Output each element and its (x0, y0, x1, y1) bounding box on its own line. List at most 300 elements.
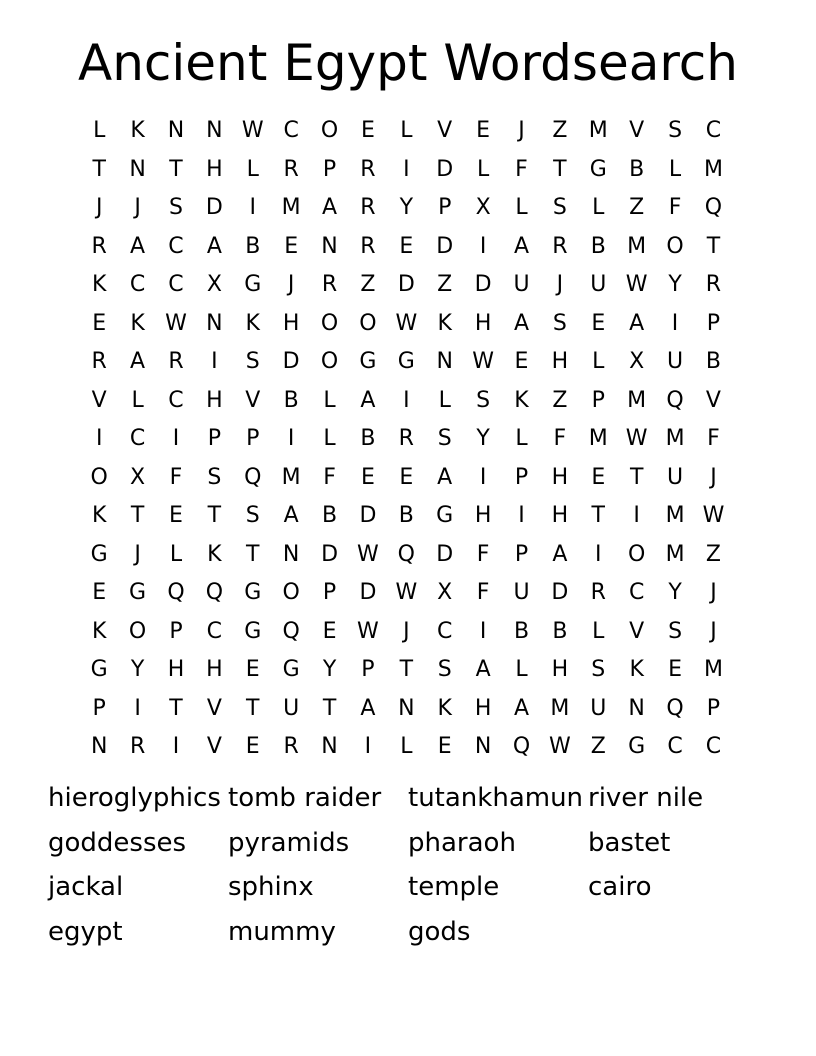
grid-cell: A (322, 195, 338, 221)
grid-cell: P (514, 541, 529, 567)
grid-cell: Q (666, 387, 684, 413)
grid-cell: W (395, 310, 418, 336)
grid-cell: A (360, 695, 376, 721)
grid-cell: X (629, 349, 645, 375)
grid-cell: L (131, 387, 144, 413)
grid-cell: C (129, 426, 146, 452)
grid-cell: E (92, 310, 107, 336)
grid-cell: U (590, 272, 607, 298)
grid-cell: P (169, 618, 183, 644)
grid-cell: B (629, 156, 645, 182)
grid-cell: D (474, 272, 492, 298)
grid-cell: K (207, 541, 222, 567)
grid-cell: I (633, 503, 640, 529)
grid-cell: T (629, 464, 644, 490)
grid-cell: S (437, 657, 452, 683)
grid-cell: N (282, 541, 300, 567)
grid-cell: L (476, 156, 490, 182)
grid-cell: C (705, 734, 722, 760)
grid-cell: B (398, 503, 414, 529)
grid-cell: K (437, 310, 452, 336)
grid-cell: S (168, 195, 183, 221)
grid-cell: I (479, 233, 487, 259)
grid-cell: G (90, 541, 108, 567)
grid-row (80, 343, 734, 382)
grid-cell: S (437, 426, 452, 452)
grid-cell: O (359, 310, 377, 336)
grid-cell: R (360, 195, 376, 221)
grid-cell: V (206, 734, 222, 760)
grid-cell: T (553, 156, 567, 182)
grid-cell: O (320, 118, 339, 144)
grid-cell: M (281, 464, 301, 490)
grid-cell: R (283, 734, 299, 760)
grid-cell: W (549, 734, 571, 760)
grid-cell: Y (322, 657, 337, 683)
grid-cell: V (629, 118, 645, 144)
grid-cell: K (514, 387, 529, 413)
grid-cell: R (398, 426, 414, 452)
grid-cell: J (134, 541, 141, 567)
grid-cell: I (249, 195, 256, 221)
grid-cell: G (282, 657, 300, 683)
grid-cell: P (361, 657, 375, 683)
word-list-item: sphinx (228, 872, 314, 903)
grid-cell: O (320, 349, 339, 375)
grid-cell: T (92, 156, 106, 182)
grid-cell: R (590, 580, 606, 606)
grid-cell: C (283, 118, 299, 144)
grid-cell: M (588, 426, 608, 452)
grid-cell: C (168, 272, 184, 298)
grid-cell: I (518, 503, 525, 529)
grid-cell: I (671, 310, 679, 336)
grid-cell: T (207, 503, 222, 529)
grid-cell: Y (399, 195, 414, 221)
grid-cell: D (436, 541, 454, 567)
grid-cell: M (550, 695, 570, 721)
grid-cell: B (245, 233, 261, 259)
grid-cell: P (591, 387, 605, 413)
grid-cell: G (589, 156, 607, 182)
grid-cell: X (206, 272, 222, 298)
grid-cell: S (245, 503, 260, 529)
grid-cell: K (437, 695, 452, 721)
grid-row (80, 536, 734, 575)
grid-cell: H (474, 310, 492, 336)
grid-cell: P (207, 426, 221, 452)
grid-cell: F (515, 156, 528, 182)
grid-cell: L (515, 426, 528, 452)
grid-cell: H (167, 657, 185, 683)
grid-cell: E (245, 734, 260, 760)
grid-row (80, 228, 734, 267)
grid-cell: V (437, 118, 453, 144)
grid-cell: O (128, 618, 147, 644)
grid-cell: L (400, 734, 413, 760)
grid-row (80, 382, 734, 421)
grid-cell: J (710, 464, 717, 490)
grid-cell: A (283, 503, 299, 529)
grid-cell: R (321, 272, 338, 298)
grid-cell: P (322, 580, 337, 606)
grid-cell: I (172, 734, 180, 760)
word-list-item: goddesses (48, 827, 187, 858)
grid-cell: B (283, 387, 299, 413)
grid-cell: U (667, 349, 684, 375)
grid-cell: F (668, 195, 682, 221)
grid-row (80, 651, 734, 690)
grid-cell: V (629, 618, 645, 644)
grid-cell: N (436, 349, 453, 375)
grid-cell: Z (552, 387, 568, 413)
grid-cell: G (359, 349, 377, 375)
grid-cell: S (207, 464, 222, 490)
grid-cell: V (705, 387, 721, 413)
grid-cell: L (592, 195, 605, 221)
grid-cell: H (282, 310, 300, 336)
grid-cell: R (283, 156, 299, 182)
grid-row (80, 613, 734, 652)
grid-cell: Y (476, 426, 490, 452)
grid-cell: H (206, 657, 223, 683)
grid-cell: O (90, 464, 108, 490)
grid-cell: T (169, 695, 183, 721)
grid-cell: J (710, 580, 717, 606)
grid-cell: A (629, 310, 645, 336)
grid-cell: G (628, 734, 646, 760)
grid-cell: N (206, 310, 223, 336)
grid-cell: I (95, 426, 103, 452)
grid-cell: S (552, 310, 567, 336)
grid-cell: V (206, 695, 222, 721)
grid-cell: E (591, 464, 606, 490)
grid-cell: A (552, 541, 568, 567)
grid-cell: D (436, 233, 454, 259)
grid-cell: R (168, 349, 184, 375)
grid-cell: T (399, 657, 414, 683)
grid-cell: W (472, 349, 494, 375)
grid-cell: V (245, 387, 261, 413)
grid-cell: L (323, 426, 336, 452)
word-list-item: tutankhamun (408, 783, 584, 813)
grid-cell: E (284, 233, 299, 259)
grid-cell: E (399, 464, 414, 490)
grid-cell: T (246, 695, 260, 721)
grid-cell: D (205, 195, 223, 221)
grid-cell: L (400, 118, 413, 144)
grid-cell: R (705, 272, 722, 298)
grid-cell: I (595, 541, 602, 567)
word-list-item: mummy (228, 917, 336, 948)
grid-cell: D (551, 580, 569, 606)
grid-cell: C (168, 387, 184, 413)
grid-cell: E (514, 349, 529, 375)
grid-cell: Y (668, 272, 682, 298)
grid-cell: E (437, 734, 452, 760)
grid-cell: H (551, 464, 569, 490)
grid-cell: A (475, 657, 491, 683)
grid-cell: L (668, 156, 682, 182)
grid-cell: I (479, 618, 487, 644)
grid-cell: P (246, 426, 260, 452)
grid-cell: E (245, 657, 260, 683)
grid-cell: D (282, 349, 300, 375)
grid-cell: D (359, 503, 377, 529)
word-list-item: tomb raider (228, 783, 382, 813)
grid-cell: F (323, 464, 336, 490)
grid-cell: J (134, 195, 141, 221)
grid-cell: S (476, 387, 491, 413)
grid-cell: H (206, 156, 223, 182)
grid-cell: J (518, 118, 525, 144)
grid-cell: K (91, 618, 107, 644)
grid-cell: A (513, 695, 530, 721)
grid-cell: W (357, 618, 379, 644)
grid-cell: R (360, 156, 376, 182)
grid-cell: E (360, 118, 375, 144)
grid-cell: C (206, 618, 223, 644)
word-list-item: temple (408, 872, 500, 903)
grid-row (80, 690, 734, 729)
grid-cell: X (475, 195, 491, 221)
grid-cell: J (710, 618, 717, 644)
grid-cell: U (513, 580, 530, 606)
grid-cell: B (513, 618, 530, 644)
grid-cell: G (90, 657, 108, 683)
grid-cell: B (552, 618, 568, 644)
grid-cell: L (515, 195, 528, 221)
grid-cell: J (403, 618, 410, 644)
grid-cell: O (282, 580, 300, 606)
grid-cell: H (206, 387, 223, 413)
grid-cell: T (169, 156, 183, 182)
grid-cell: B (321, 503, 338, 529)
grid-cell: A (437, 464, 453, 490)
grid-cell: L (515, 657, 528, 683)
grid-cell: O (320, 310, 339, 336)
grid-cell: S (668, 618, 683, 644)
grid-cell: K (91, 272, 107, 298)
grid-cell: X (437, 580, 453, 606)
grid-cell: S (668, 118, 683, 144)
grid-cell: W (625, 272, 648, 298)
grid-cell: A (513, 233, 530, 259)
grid-row (80, 112, 734, 151)
grid-cell: T (591, 503, 605, 529)
grid-cell: P (322, 156, 337, 182)
word-list-item: egypt (48, 917, 123, 948)
word-list-item: pharaoh (408, 827, 516, 858)
grid-cell: Q (205, 580, 224, 606)
grid-cell: M (588, 118, 608, 144)
grid-cell: H (474, 695, 492, 721)
grid-cell: L (592, 618, 605, 644)
grid-cell: I (172, 426, 180, 452)
grid-cell: C (129, 272, 146, 298)
grid-cell: Z (552, 118, 568, 144)
grid-cell: Z (629, 195, 645, 221)
grid-cell: Q (666, 695, 684, 721)
grid-cell: L (93, 118, 106, 144)
word-list-item: cairo (588, 872, 652, 903)
grid-cell: W (625, 426, 648, 452)
grid-cell: E (399, 233, 414, 259)
grid-cell: I (211, 349, 218, 375)
grid-cell: L (438, 387, 451, 413)
grid-cell: Q (397, 541, 415, 567)
grid-cell: I (364, 734, 372, 760)
grid-cell: N (167, 118, 185, 144)
grid-row (80, 728, 734, 767)
grid-cell: R (91, 233, 107, 259)
grid-row (80, 459, 734, 498)
word-list (48, 776, 768, 955)
grid-cell: P (706, 310, 721, 336)
grid-row (80, 420, 734, 459)
grid-cell: B (705, 349, 721, 375)
grid-cell: M (281, 195, 301, 221)
grid-cell: D (397, 272, 415, 298)
grid-cell: G (129, 580, 147, 606)
grid-cell: N (398, 695, 415, 721)
grid-row (80, 305, 734, 344)
grid-cell: A (206, 233, 222, 259)
grid-cell: K (629, 657, 644, 683)
grid-cell: D (359, 580, 377, 606)
grid-cell: Q (512, 734, 531, 760)
grid-cell: S (552, 195, 567, 221)
grid-cell: R (91, 349, 107, 375)
grid-cell: I (134, 695, 141, 721)
grid-row (80, 266, 734, 305)
grid-cell: A (130, 233, 146, 259)
grid-cell: A (130, 349, 146, 375)
grid-row (80, 497, 734, 536)
grid-cell: Y (130, 657, 145, 683)
grid-cell: B (590, 233, 606, 259)
grid-cell: E (476, 118, 491, 144)
grid-cell: R (360, 233, 376, 259)
grid-cell: F (707, 426, 720, 452)
grid-cell: K (130, 118, 145, 144)
grid-cell: E (668, 657, 682, 683)
grid-cell: Q (704, 195, 723, 221)
grid-row (80, 151, 734, 190)
grid-cell: R (552, 233, 568, 259)
grid-cell: P (706, 695, 721, 721)
grid-cell: K (130, 310, 145, 336)
grid-cell: K (91, 503, 107, 529)
grid-cell: E (360, 464, 375, 490)
grid-cell: C (168, 233, 184, 259)
grid-cell: B (360, 426, 376, 452)
grid-cell: S (591, 657, 606, 683)
grid-cell: J (287, 272, 295, 298)
word-list-item: pyramids (228, 827, 350, 858)
grid-cell: C (705, 118, 722, 144)
grid-cell: A (360, 387, 376, 413)
word-list-item: river nile (588, 783, 704, 813)
grid-cell: C (437, 618, 453, 644)
grid-cell: N (321, 734, 338, 760)
grid-cell: M (703, 657, 723, 683)
grid-cell: N (206, 118, 223, 144)
grid-cell: S (245, 349, 260, 375)
word-list-item: gods (408, 917, 471, 948)
grid-cell: X (130, 464, 146, 490)
grid-cell: H (474, 503, 492, 529)
word-list-item: bastet (588, 827, 671, 858)
grid-cell: G (244, 272, 262, 298)
grid-cell: N (628, 695, 645, 721)
grid-cell: V (91, 387, 107, 413)
grid-cell: Q (282, 618, 300, 644)
grid-cell: Z (705, 541, 721, 567)
grid-cell: P (438, 195, 452, 221)
grid-cell: P (92, 695, 106, 721)
grid-cell: L (246, 156, 259, 182)
grid-cell: I (403, 387, 410, 413)
grid-row (80, 189, 734, 228)
grid-cell: L (323, 387, 336, 413)
grid-cell: R (129, 734, 146, 760)
grid-cell: W (241, 118, 264, 144)
grid-cell: W (395, 580, 418, 606)
grid-cell: N (90, 734, 108, 760)
grid-cell: Z (360, 272, 376, 298)
grid-cell: E (169, 503, 183, 529)
page-title: Ancient Egypt Wordsearch (78, 34, 738, 92)
grid-cell: C (667, 734, 683, 760)
grid-cell: T (130, 503, 145, 529)
grid-cell: K (245, 310, 260, 336)
grid-cell: G (244, 580, 262, 606)
grid-cell: A (513, 310, 530, 336)
grid-cell: N (129, 156, 146, 182)
letter-grid (80, 112, 734, 767)
grid-cell: H (551, 503, 569, 529)
grid-cell: W (357, 541, 379, 567)
grid-cell: M (665, 541, 685, 567)
grid-cell: E (591, 310, 606, 336)
grid-cell: J (556, 272, 564, 298)
grid-cell: P (514, 464, 529, 490)
grid-cell: T (322, 695, 337, 721)
grid-cell: T (706, 233, 721, 259)
grid-cell: G (244, 618, 262, 644)
grid-cell: F (553, 426, 567, 452)
grid-cell: H (551, 657, 569, 683)
grid-cell: C (628, 580, 645, 606)
grid-cell: L (169, 541, 183, 567)
grid-cell: G (397, 349, 415, 375)
grid-cell: I (403, 156, 410, 182)
grid-cell: W (702, 503, 725, 529)
grid-cell: F (476, 580, 490, 606)
grid-cell: J (95, 195, 103, 221)
grid-cell: Z (437, 272, 453, 298)
grid-cell: O (628, 541, 646, 567)
grid-cell: M (665, 503, 685, 529)
grid-cell: M (703, 156, 723, 182)
grid-cell: G (436, 503, 454, 529)
grid-cell: E (322, 618, 337, 644)
grid-row (80, 574, 734, 613)
grid-cell: Q (244, 464, 262, 490)
grid-cell: I (479, 464, 487, 490)
grid-cell: Y (668, 580, 682, 606)
